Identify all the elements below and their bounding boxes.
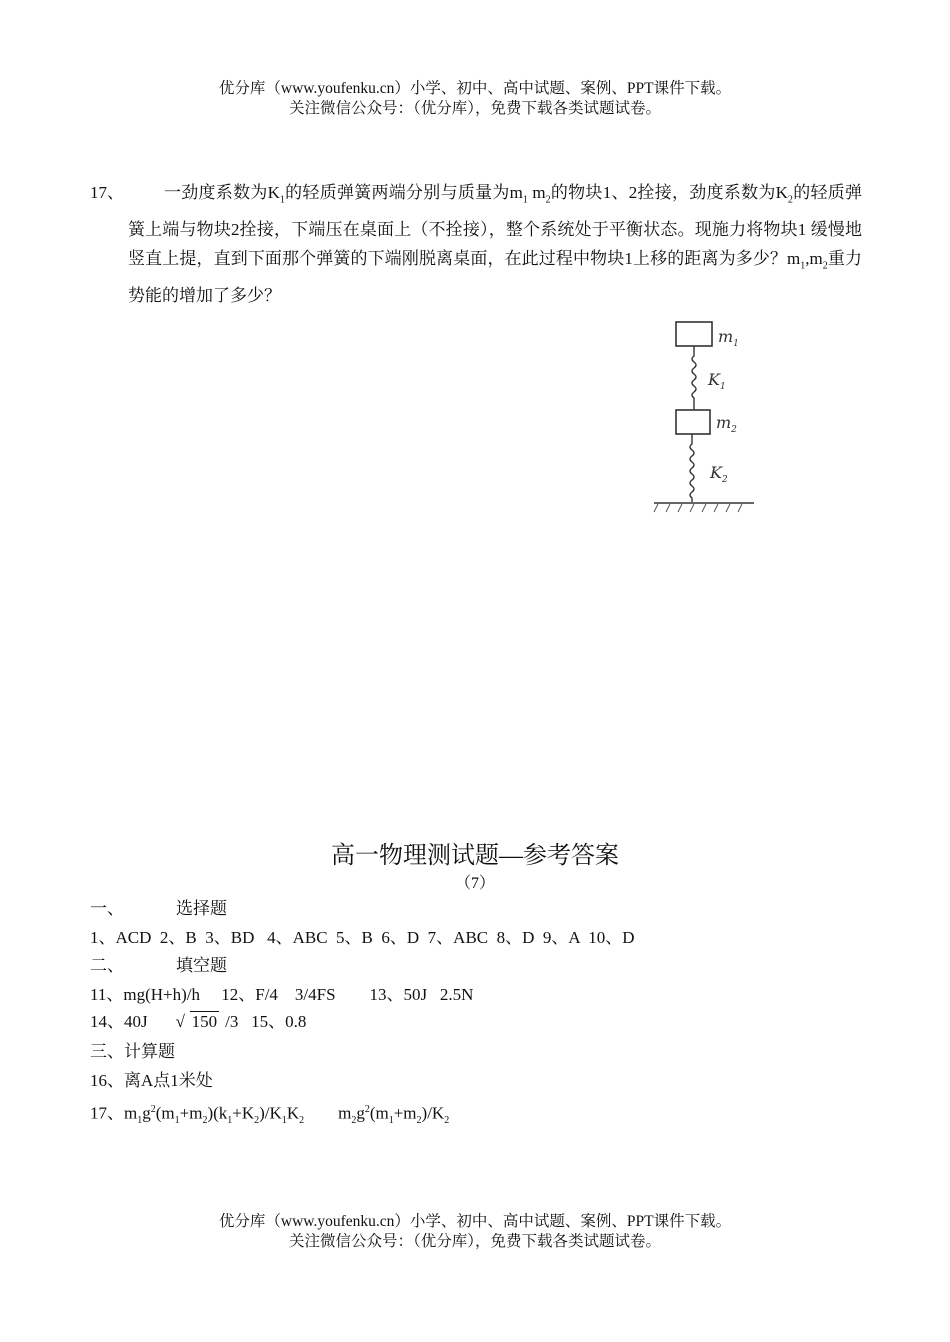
- footer-line-1: 优分库（www.youfenku.cn）小学、初中、高中试题、案例、PPT课件下载。: [218, 1213, 732, 1230]
- answer-17: 17、$m_1g^2(m_1+m_2)(k_1+K_2)/K_1K_2$ $m_2g^2(m_1+m_2)/K_2$: [90, 1103, 450, 1127]
- answer-16: 16、离A点1米处: [90, 1071, 213, 1090]
- question-17: [90, 178, 862, 311]
- answer-subtitle: （7）: [454, 875, 495, 892]
- block-m2: [676, 410, 710, 434]
- question-number: 17、: [90, 183, 124, 202]
- answer-title: 高一物理测试题—参考答案: [331, 843, 619, 869]
- answer-choice-line: 1、ACD 2、B 3、BD 4、ABC 5、B 6、D 7、ABC 8、D 9、A 10、D: [90, 928, 635, 947]
- footer-line-2: 关注微信公众号：（优分库），免费下载各类试题试卷。: [288, 1233, 661, 1250]
- section-choice-heading: 一、 选择题: [90, 899, 227, 918]
- header-line-2: 关注微信公众号：（优分库），免费下载各类试题试卷。: [288, 100, 661, 117]
- answer-fill-line-1: 11、mg(H+h)/h 12、F/4 3/4FS 13、50J 2.5N: [90, 985, 474, 1004]
- header-line-1: 优分库（www.youfenku.cn）小学、初中、高中试题、案例、PPT课件下载。: [218, 80, 732, 97]
- sqrt-expression: √ 150: [175, 1012, 218, 1031]
- label-m1: $m_1$: [718, 327, 739, 349]
- page-footer: [0, 1212, 950, 1252]
- table-hatching: [654, 504, 742, 512]
- section-fill-heading: 二、 填空题: [90, 956, 227, 975]
- question-text: 一劲度系数为$K_1$的轻质弹簧两端分别与质量为$m_1$ $m_2$的物块1、2拴接，劲度系数为$K_2$的轻质弹簧上端与物块2拴接，下端压在桌面上（不拴接），整个系统处于平衡状态。现施力将物块1 缓慢地竖直上提，直到下面那个弹簧的下端刚脱离桌面，在此过程中物块1上移的距离为多少？$m_1,m_2$重力势能的增加了多少？: [128, 183, 862, 306]
- spring-k2: [690, 434, 694, 502]
- spring-mass-diagram: [648, 310, 758, 525]
- label-k2: $K_2$: [710, 463, 728, 485]
- page-header: [0, 79, 950, 119]
- spring-k1: [692, 346, 696, 410]
- block-m1: [676, 322, 712, 346]
- label-k1: $K_1$: [708, 370, 726, 392]
- answer-fill-line-2: 14、40J √ 150 /3 15、0.8: [90, 1012, 307, 1031]
- section-calc-heading: 三、计算题: [90, 1042, 175, 1061]
- label-m2: $m_2$: [716, 413, 737, 435]
